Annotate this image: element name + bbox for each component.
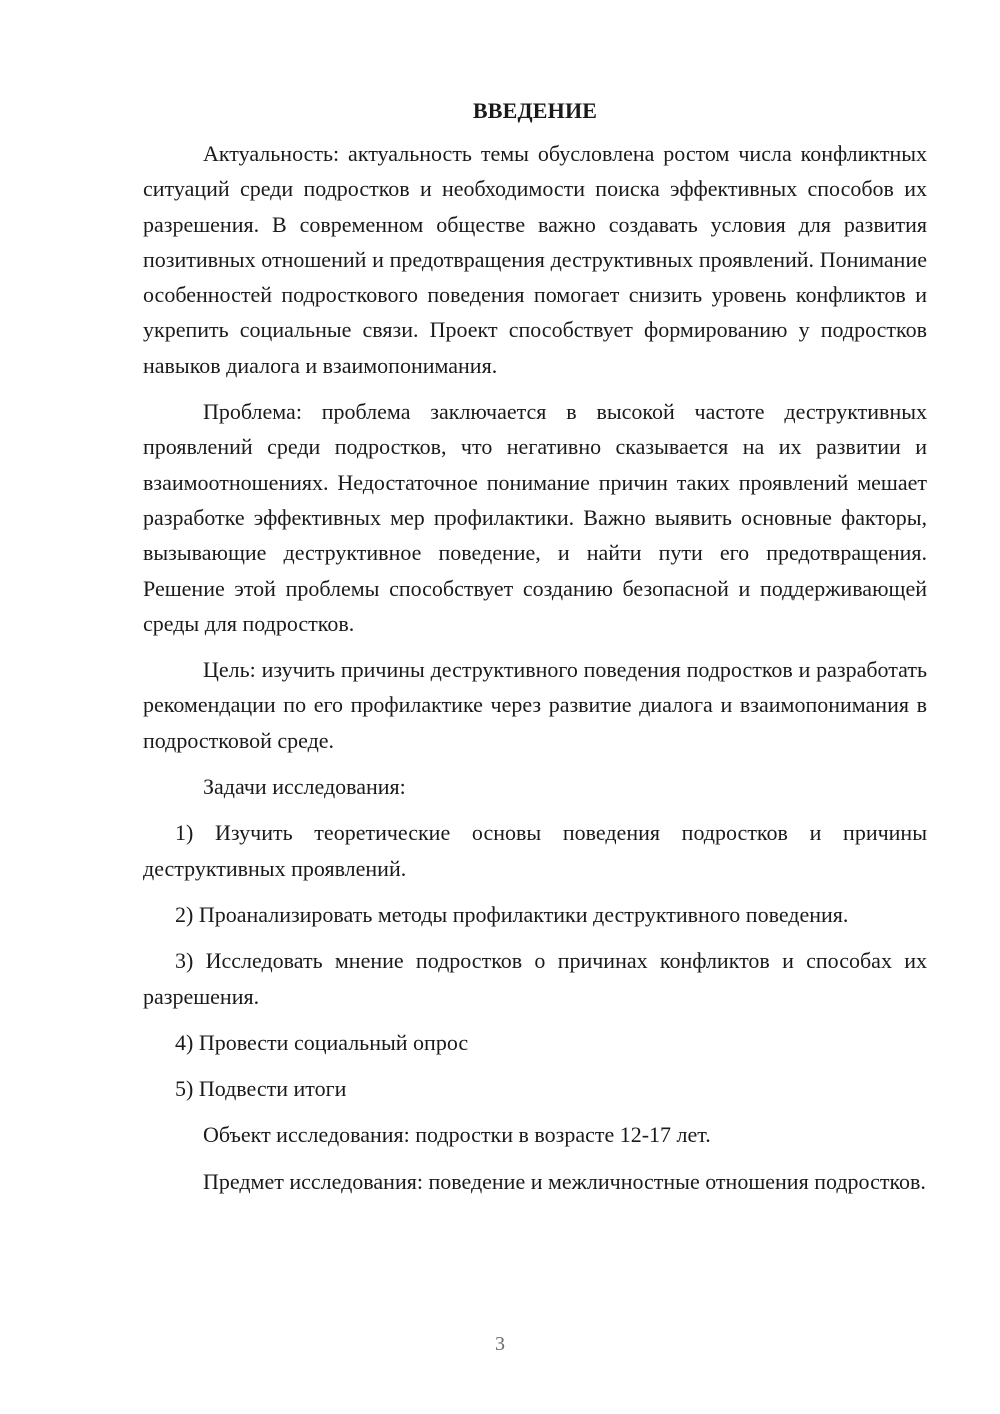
task-item-1: 1) Изучить теоретические основы поведения подростков и причины деструктивных проявлений. (143, 820, 927, 881)
tasks-heading: Задачи исследования: (203, 774, 406, 800)
section-title: ВВЕДЕНИЕ (472, 98, 598, 123)
relevance-paragraph: Актуальность: актуальность темы обусловлена ростом числа конфликтных ситуаций среди подростков и необходимости поиска эффективных способов их разрешения. В современном обществе важно создавать условия для развития позитивных отношений и предотвращения деструктивных проявлений. Понимание особенностей подросткового поведения помогает снизить уровень конфликтов и укрепить социальные связи. Проект способствует формированию у подростков навыков диалога и взаимопонимания. (143, 141, 927, 378)
page-number: 3 (495, 1333, 505, 1355)
task-item-5: 5) Подвести итоги (175, 1076, 347, 1102)
goal-paragraph: Цель: изучить причины деструктивного поведения подростков и разработать рекомендации по его профилактике через развитие диалога и взаимопонимания в подростковой среде. (143, 657, 927, 753)
page-content (143, 96, 927, 1210)
research-subject-paragraph: Предмет исследования: поведение и межличностные отношения подростков. (203, 1168, 926, 1194)
problem-paragraph: Проблема: проблема заключается в высокой частоте деструктивных проявлений среди подростков, что негативно сказывается на их развитии и взаимоотношениях. Недостаточное понимание причин таких проявлений мешает разработке эффективных мер профилактики. Важно выявить основные факторы, вызывающие деструктивное поведение, и найти пути его предотвращения. Решение этой проблемы способствует созданию безопасной и поддерживающей среды для подростков. (143, 399, 927, 636)
task-item-3: 3) Исследовать мнение подростков о причинах конфликтов и способах их разрешения. (143, 948, 927, 1009)
research-object-paragraph: Объект исследования: подростки в возрасте 12-17 лет. (203, 1122, 711, 1148)
task-item-4: 4) Провести социальный опрос (175, 1029, 469, 1055)
task-item-2: 2) Проанализировать методы профилактики деструктивного поведения. (175, 901, 849, 927)
